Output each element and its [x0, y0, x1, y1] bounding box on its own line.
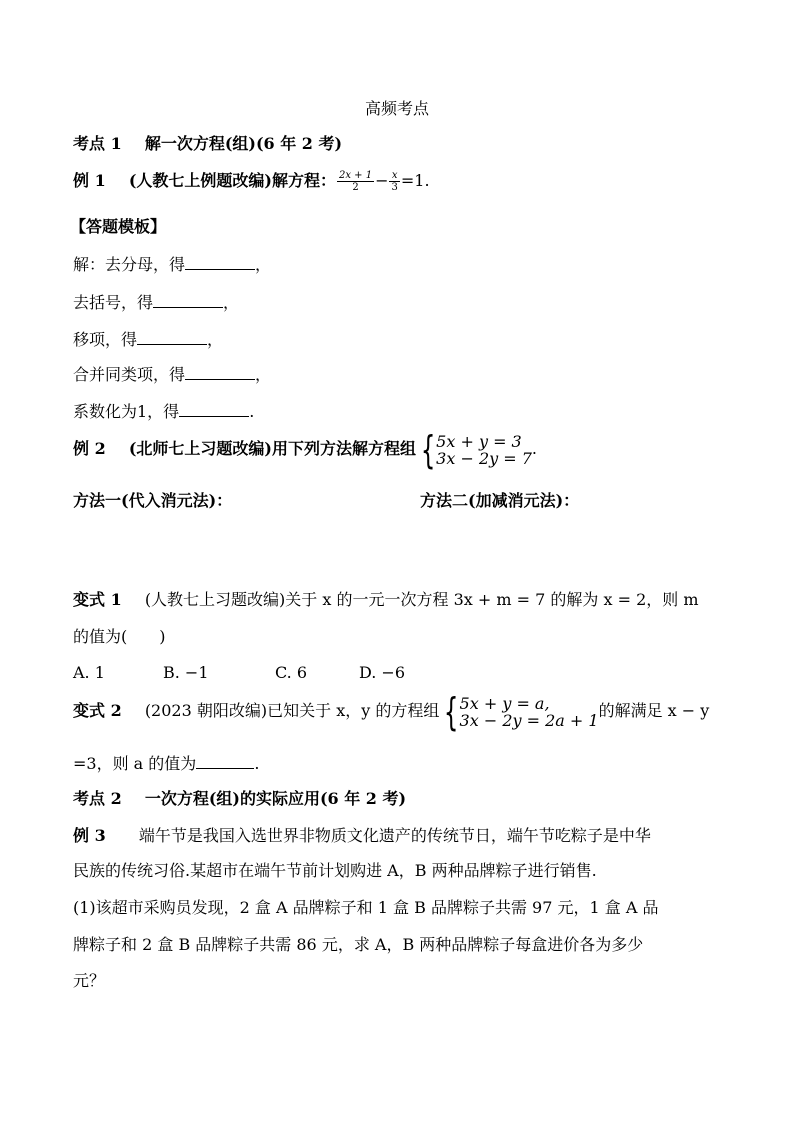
step-3-text: 移项，得: [73, 330, 138, 349]
variant-1-line-2: 的值为( ): [73, 627, 166, 646]
variant-2-line-2-end: .: [254, 754, 260, 773]
answer-template-heading: 【答题模板】: [70, 217, 167, 236]
example-1: [73, 170, 430, 193]
step-5-end: .: [249, 402, 255, 421]
key-point-2: [73, 788, 406, 810]
variant-2-blank[interactable]: [196, 752, 254, 769]
step-5-text: 系数化为1，得: [73, 402, 180, 421]
variant-2: [73, 689, 710, 734]
question-1-line-1: (1)该超市采购员发现，2 盒 A 品牌粽子和 1 盒 B 品牌粽子共需 97 元，1 盒 A 品: [73, 898, 659, 917]
option-d[interactable]: D. −6: [359, 663, 406, 682]
option-c[interactable]: C. 6: [275, 663, 308, 682]
step-1-end: ，: [255, 255, 272, 274]
system-1-eq-1: 5x + y = 3: [436, 431, 522, 451]
step-1: [73, 253, 271, 276]
variant-2-line-2-text: =3，则 a 的值为: [73, 754, 197, 773]
example-3-label: 例 3: [73, 826, 106, 845]
key-point-2-text: 一次方程(组)的实际应用(6 年 2 考): [144, 789, 407, 808]
step-4-end: ，: [255, 365, 272, 384]
variant-2-line-2: [73, 752, 259, 775]
method-1: 方法一(代入消元法)：: [73, 491, 233, 510]
fraction-2-denominator: 3: [391, 182, 398, 193]
equation-system-2: [439, 689, 599, 734]
fraction-1: [337, 170, 374, 193]
question-1-line-3: 元？: [73, 971, 106, 990]
variant-1: [73, 589, 699, 611]
key-point-1-label: 考点 1: [73, 134, 122, 153]
example-2-text: (北师七上习题改编)用下列方法解方程组: [128, 439, 416, 458]
step-2-blank[interactable]: [153, 291, 223, 308]
example-3-line-1: 端午节是我国入选世界非物质文化遗产的传统节日，端午节吃粽子是中华: [138, 826, 651, 845]
brace-glyph: {: [420, 427, 436, 472]
variant-2-text: (2023 朝阳改编)已知关于 x，y 的方程组: [144, 701, 440, 720]
key-point-1-text: 解一次方程(组)(6 年 2 考): [144, 134, 343, 153]
step-1-text: 解：去分母，得: [73, 255, 186, 274]
example-3-line-2: 民族的传统习俗.某超市在端午节前计划购进 A，B 两种品牌粽子进行销售.: [73, 861, 597, 880]
option-b[interactable]: B. −1: [163, 663, 209, 682]
step-1-blank[interactable]: [185, 253, 255, 270]
step-2-text: 去括号，得: [73, 293, 154, 312]
fraction-1-denominator: 2: [352, 182, 359, 193]
example-3: [73, 825, 651, 847]
step-4: [73, 363, 271, 386]
method-2: 方法二(加减消元法)：: [420, 491, 580, 510]
step-5-blank[interactable]: [179, 400, 249, 417]
step-2: [73, 291, 239, 314]
equation-rhs: =1.: [400, 171, 430, 190]
step-3-blank[interactable]: [137, 328, 207, 345]
example-2: [73, 427, 538, 472]
example-2-end: .: [531, 439, 538, 458]
variant-2-label: 变式 2: [73, 701, 122, 720]
variant-2-tail: 的解满足 x − y: [598, 701, 710, 720]
example-2-label: 例 2: [73, 439, 106, 458]
example-1-source: (人教七上例题改编)解方程：: [128, 171, 336, 190]
equation-system-1: [416, 427, 532, 472]
step-3-end: ，: [207, 330, 224, 349]
variant-1-text: (人教七上习题改编)关于 x 的一元一次方程 3x + m = 7 的解为 x = 2，则 m: [144, 590, 699, 609]
variant-1-label: 变式 1: [73, 590, 122, 609]
fraction-2-numerator: x: [389, 170, 399, 182]
minus-sign: −: [375, 171, 389, 190]
fraction-2: [389, 170, 399, 193]
question-1-line-2: 牌粽子和 2 盒 B 品牌粽子共需 86 元，求 A，B 两种品牌粽子每盒进价各为多少: [73, 935, 644, 954]
variant-1-options: [73, 662, 405, 684]
step-3: [73, 328, 223, 351]
brace-glyph-2: {: [444, 689, 459, 734]
system-1-eq-2: 3x − 2y = 7: [436, 448, 532, 468]
fraction-1-numerator: 2x + 1: [338, 170, 373, 181]
option-a[interactable]: A. 1: [73, 663, 105, 682]
step-2-end: ，: [223, 293, 240, 312]
step-4-blank[interactable]: [185, 363, 255, 380]
example-1-label: 例 1: [73, 171, 106, 190]
step-4-text: 合并同类项，得: [73, 365, 186, 384]
step-5: [73, 400, 254, 423]
system-2-eq-2: 3x − 2y = 2a + 1: [459, 710, 599, 730]
key-point-1: [73, 133, 342, 155]
key-point-2-label: 考点 2: [73, 789, 122, 808]
system-2-eq-1: 5x + y = a,: [459, 693, 550, 713]
page-title: 高频考点: [364, 99, 429, 118]
